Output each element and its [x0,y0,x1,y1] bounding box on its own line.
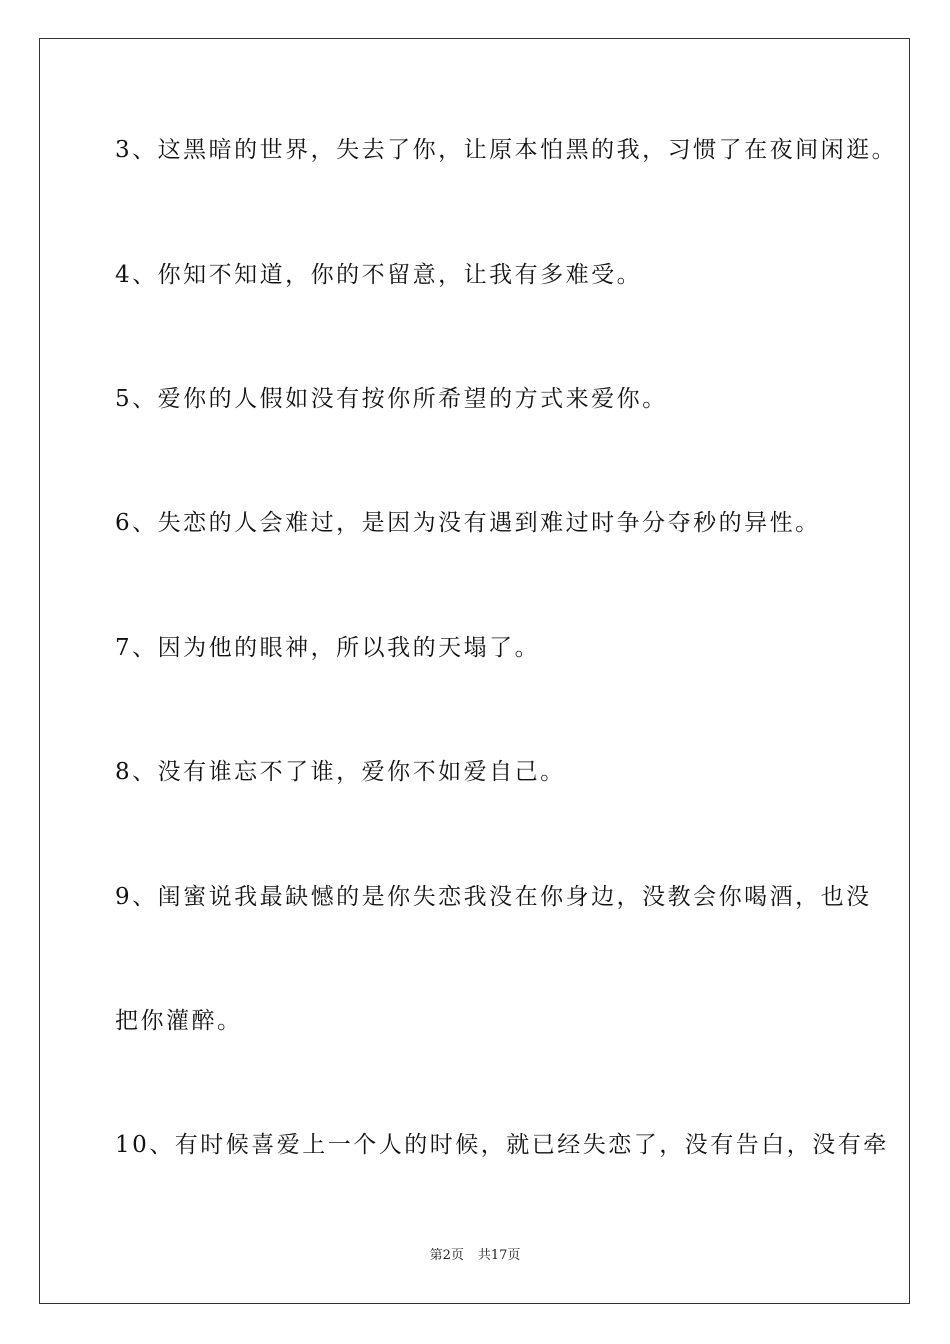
text-line-9b: 把你灌醉。 [115,1008,243,1034]
text-line-3: 3、这黑暗的世界，失去了你，让原本怕黑的我，习惯了在夜间闲逛。 [115,137,898,163]
text-line-8: 8、没有谁忘不了谁，爱你不如爱自己。 [115,759,566,785]
text-line-4: 4、你知不知道，你的不留意，让我有多难受。 [115,262,643,288]
text-line-5: 5、爱你的人假如没有按你所希望的方式来爱你。 [115,386,668,412]
page-footer [0,1249,950,1262]
text-line-6: 6、失恋的人会难过，是因为没有遇到难过时争分夺秒的异性。 [115,510,821,536]
page-border [39,38,910,1304]
page-number: 第2页 [429,1248,464,1263]
text-line-9a: 9、闺蜜说我最缺憾的是你失恋我没在你身边，没教会你喝酒，也没 [115,884,872,910]
text-line-7: 7、因为他的眼神，所以我的天塌了。 [115,635,541,661]
page-total: 共17页 [477,1248,521,1263]
text-line-10: 10、有时候喜爱上一个人的时候，就已经失恋了，没有告白，没有牵 [115,1132,889,1158]
